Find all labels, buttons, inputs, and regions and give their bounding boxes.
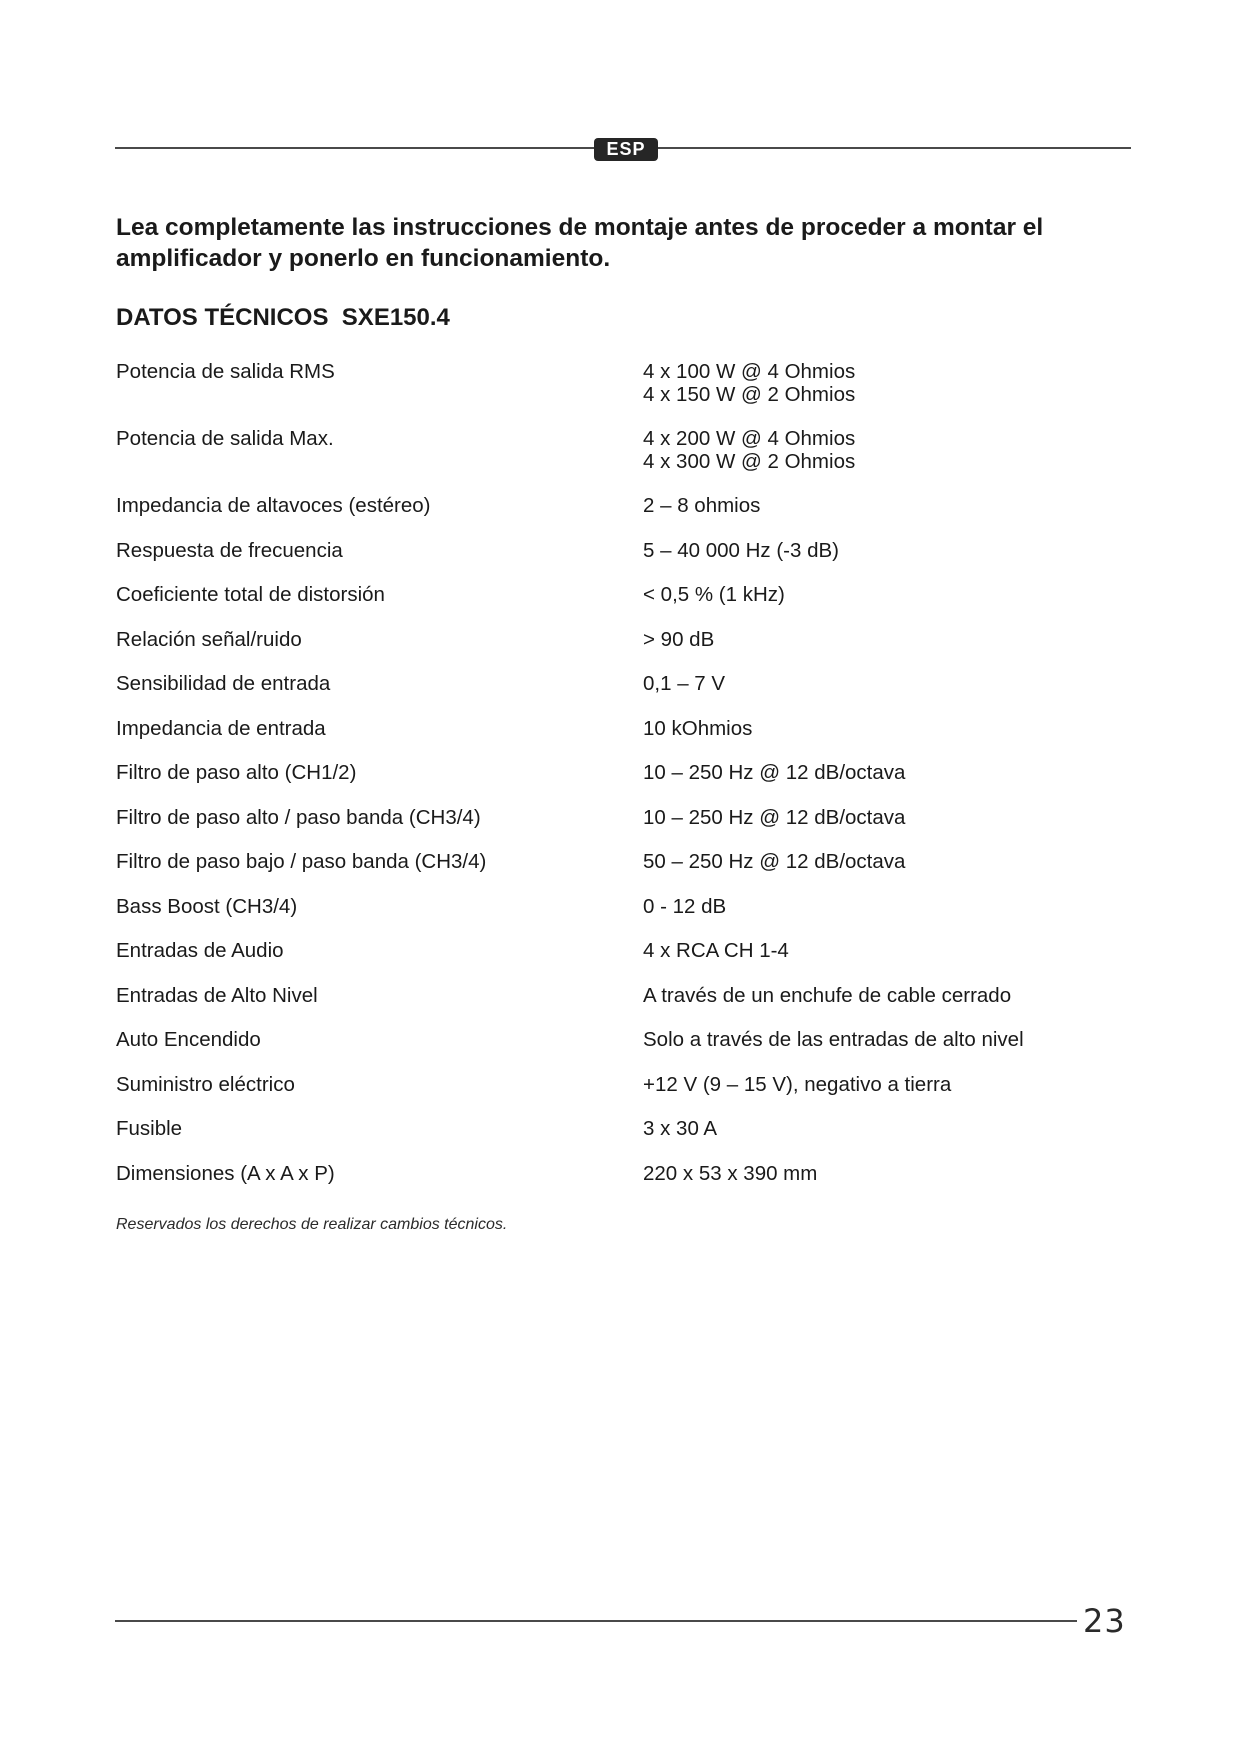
spec-value: [643, 495, 1126, 518]
spec-value-line: 4 x 100 W @ 4 Ohmios: [643, 360, 856, 383]
spec-label: Dimensiones (A x A x P): [116, 1161, 335, 1185]
spec-row: [116, 1029, 1126, 1052]
spec-value: [643, 762, 1126, 785]
spec-value: [643, 1118, 1126, 1141]
spec-value-line: 4 x 300 W @ 2 Ohmios: [643, 449, 856, 473]
spec-value-line: > 90 dB: [643, 627, 715, 651]
spec-row: [116, 629, 1126, 652]
spec-value: [643, 1074, 1126, 1097]
footnote: Reservados los derechos de realizar cambios técnicos.: [116, 1216, 508, 1233]
spec-value-line: 10 – 250 Hz @ 12 dB/octava: [643, 805, 906, 829]
spec-value: [643, 985, 1126, 1008]
spec-label: Entradas de Audio: [116, 939, 284, 962]
spec-row: [116, 718, 1126, 741]
spec-label: Coeficiente total de distorsión: [116, 583, 385, 606]
spec-label: Filtro de paso alto (CH1/2): [116, 761, 357, 784]
spec-value-line: 4 x 200 W @ 4 Ohmios: [643, 427, 856, 450]
spec-row: [116, 1163, 1126, 1186]
spec-label: Filtro de paso bajo / paso banda (CH3/4): [116, 850, 487, 873]
footer-rule: [115, 1620, 1077, 1622]
spec-value: [643, 718, 1126, 741]
spec-row: [116, 940, 1126, 963]
spec-value-line: < 0,5 % (1 kHz): [643, 583, 785, 606]
spec-row: [116, 540, 1126, 563]
spec-label: Impedancia de entrada: [116, 716, 326, 740]
spec-row: [116, 495, 1126, 518]
spec-row: [116, 673, 1126, 696]
spec-label: Impedancia de altavoces (estéreo): [116, 494, 431, 517]
spec-label: Sensibilidad de entrada: [116, 672, 331, 695]
spec-row: [116, 1118, 1126, 1141]
spec-value: [643, 1163, 1126, 1186]
language-badge: ESP: [594, 138, 658, 161]
spec-row: [116, 807, 1126, 830]
spec-row: [116, 896, 1126, 919]
intro-text: Lea completamente las instrucciones de montaje antes de proceder a montar el amplificador y ponerlo en funcionamiento.: [116, 214, 1044, 272]
spec-value-line: +12 V (9 – 15 V), negativo a tierra: [643, 1072, 952, 1096]
spec-row: [116, 361, 1126, 406]
spec-row: [116, 762, 1126, 785]
spec-label: Entradas de Alto Nivel: [116, 983, 318, 1007]
spec-value-line: 10 – 250 Hz @ 12 dB/octava: [643, 761, 906, 784]
spec-label: Relación señal/ruido: [116, 627, 302, 651]
spec-value-line: 50 – 250 Hz @ 12 dB/octava: [643, 850, 906, 873]
spec-value: [643, 361, 1126, 406]
spec-value: [643, 807, 1126, 830]
spec-value-line: 3 x 30 A: [643, 1117, 718, 1140]
spec-value-line: A través de un enchufe de cable cerrado: [643, 983, 1012, 1007]
spec-label: Auto Encendido: [116, 1028, 261, 1051]
spec-value: [643, 629, 1126, 652]
spec-label: Filtro de paso alto / paso banda (CH3/4): [116, 805, 481, 829]
spec-label: Potencia de salida RMS: [116, 360, 335, 383]
spec-row: [116, 1074, 1126, 1097]
spec-value-line: 4 x RCA CH 1-4: [643, 939, 789, 962]
spec-value: [643, 428, 1126, 473]
spec-value-line: Solo a través de las entradas de alto nivel: [643, 1028, 1024, 1051]
spec-value-line: 2 – 8 ohmios: [643, 494, 761, 517]
spec-value-line: 10 kOhmios: [643, 716, 753, 740]
spec-label: Respuesta de frecuencia: [116, 538, 343, 562]
spec-value-line: 4 x 150 W @ 2 Ohmios: [643, 382, 856, 406]
spec-row: [116, 428, 1126, 473]
spec-value: [643, 940, 1126, 963]
spec-row: [116, 851, 1126, 874]
spec-value: [643, 540, 1126, 563]
spec-value: [643, 584, 1126, 607]
spec-label: Suministro eléctrico: [116, 1072, 295, 1096]
spec-value-line: 0,1 – 7 V: [643, 672, 726, 695]
page-number: 23: [1083, 1602, 1126, 1640]
spec-value-line: 5 – 40 000 Hz (-3 dB): [643, 538, 839, 562]
spec-value: [643, 1029, 1126, 1052]
spec-table: [116, 361, 1126, 1207]
spec-value: [643, 896, 1126, 919]
spec-label: Bass Boost (CH3/4): [116, 894, 298, 918]
spec-value-line: 0 - 12 dB: [643, 894, 727, 918]
spec-label: Fusible: [116, 1117, 183, 1140]
spec-value: [643, 673, 1126, 696]
section-title: DATOS TÉCNICOS SXE150.4: [116, 304, 450, 331]
spec-value-line: 220 x 53 x 390 mm: [643, 1161, 818, 1185]
spec-label: Potencia de salida Max.: [116, 427, 334, 450]
spec-row: [116, 985, 1126, 1008]
spec-value: [643, 851, 1126, 874]
spec-row: [116, 584, 1126, 607]
